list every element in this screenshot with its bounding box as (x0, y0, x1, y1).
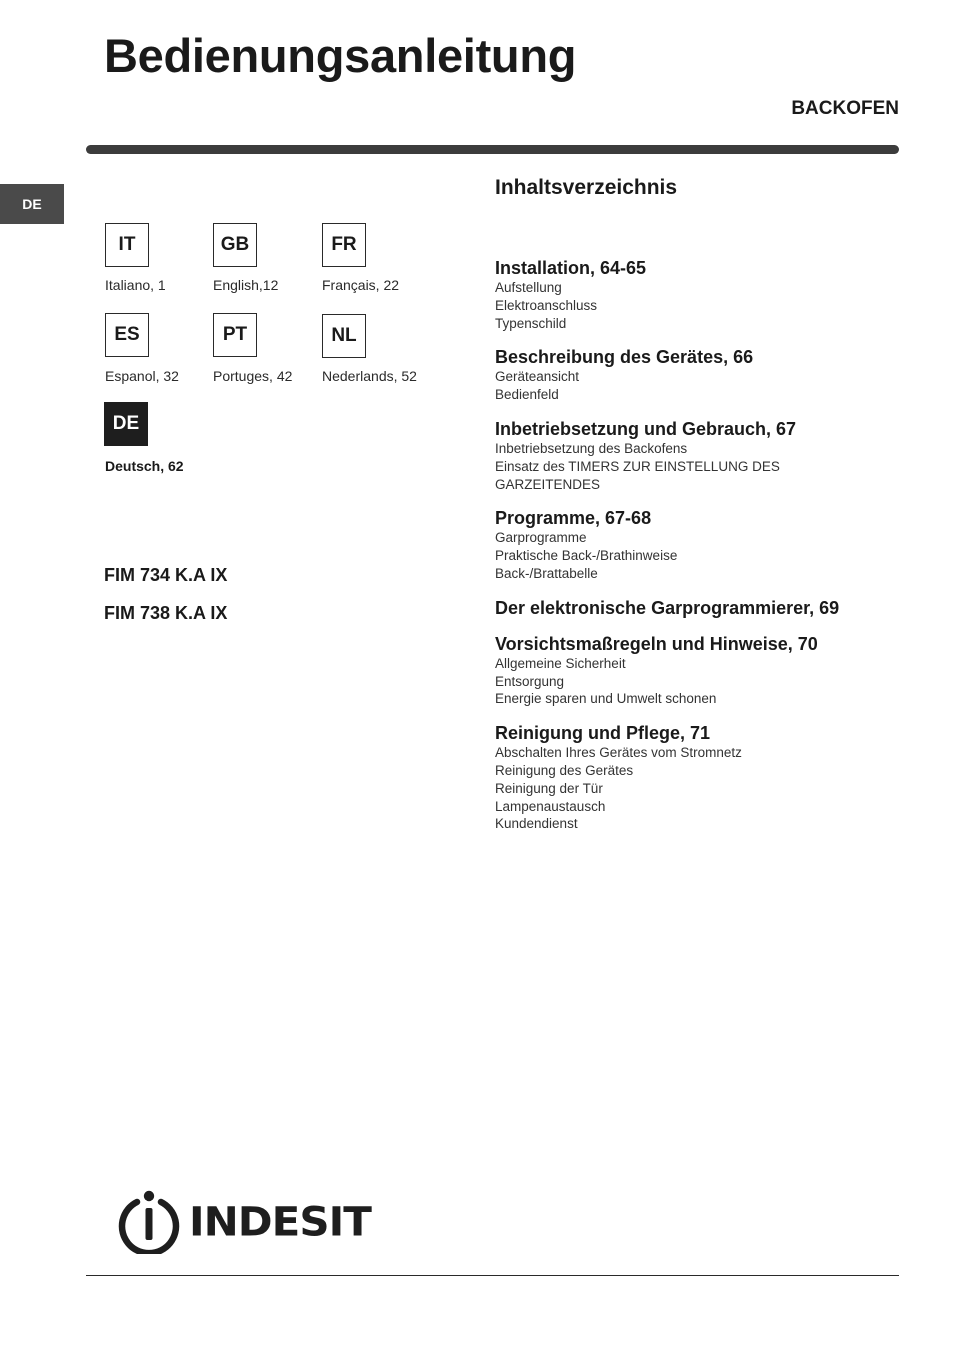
language-box-it[interactable]: IT (105, 223, 149, 267)
toc-item[interactable]: Energie sparen und Umwelt schonen (495, 691, 717, 707)
toc-section (495, 633, 915, 708)
language-box-fr[interactable]: FR (322, 223, 366, 267)
toc-heading[interactable]: Installation, 64-65 (495, 258, 647, 278)
toc-heading[interactable]: Beschreibung des Gerätes, 66 (495, 347, 754, 368)
indesit-logo (117, 1188, 371, 1254)
language-box-pt[interactable]: PT (213, 313, 257, 357)
toc-item[interactable]: Back-/Brattabelle (495, 565, 598, 581)
model-number: FIM 738 K.A IX (104, 603, 228, 623)
toc-section (495, 722, 915, 833)
language-box-gb[interactable]: GB (213, 223, 257, 267)
indesit-i-logo-icon (117, 1188, 181, 1254)
toc-heading[interactable]: Vorsichtsmaßregeln und Hinweise, 70 (495, 633, 818, 654)
language-box-nl[interactable]: NL (322, 314, 366, 358)
language-box-es[interactable]: ES (105, 313, 149, 357)
toc-section (495, 597, 915, 619)
language-label-nl: Nederlands, 52 (322, 368, 417, 384)
toc-item[interactable]: Reinigung des Gerätes (495, 762, 634, 778)
toc-item[interactable]: Inbetriebsetzung des Backofens (495, 440, 688, 456)
toc-item[interactable]: Allgemeine Sicherheit (495, 655, 626, 671)
toc-item[interactable]: Typenschild (495, 315, 567, 331)
product-type: BACKOFEN (791, 98, 899, 119)
language-label-es: Espanol, 32 (105, 368, 179, 384)
language-label-pt: Portuges, 42 (213, 368, 293, 384)
toc-item[interactable]: Garprogramme (495, 530, 587, 546)
toc-item[interactable]: Abschalten Ihres Gerätes vom Stromnetz (495, 745, 742, 761)
header-divider (86, 145, 899, 154)
toc-item[interactable]: Entsorgung (495, 673, 565, 689)
toc-section (495, 418, 915, 493)
model-number: FIM 734 K.A IX (104, 565, 228, 585)
table-of-contents (495, 257, 915, 847)
toc-item[interactable]: Elektroanschluss (495, 297, 598, 313)
toc-section (495, 346, 915, 404)
toc-item[interactable]: Bedienfeld (495, 387, 559, 403)
language-box-de[interactable]: DE (104, 402, 148, 446)
toc-item[interactable]: Einsatz des TIMERS ZUR EINSTELLUNG DES (495, 458, 780, 474)
toc-item[interactable]: Praktische Back-/Brathinweise (495, 548, 678, 564)
toc-heading[interactable]: Programme, 67-68 (495, 508, 652, 529)
toc-item[interactable]: GARZEITENDES (495, 476, 601, 492)
language-label-it: Italiano, 1 (105, 277, 166, 293)
document-title: Bedienungsanleitung (104, 29, 577, 82)
toc-section (495, 507, 915, 582)
toc-section (495, 257, 915, 332)
toc-heading[interactable]: Der elektronische Garprogrammierer, 69 (495, 597, 840, 618)
toc-item[interactable]: Lampenaustausch (495, 798, 606, 814)
toc-heading[interactable]: Inbetriebsetzung und Gebrauch, 67 (495, 418, 797, 439)
footer-divider (86, 1275, 899, 1276)
language-label-de: Deutsch, 62 (105, 458, 184, 474)
language-label-fr: Français, 22 (322, 277, 400, 293)
toc-title: Inhaltsverzeichnis (495, 176, 678, 199)
toc-item[interactable]: Reinigung der Tür (495, 780, 603, 796)
toc-heading[interactable]: Reinigung und Pflege, 71 (495, 723, 711, 744)
brand-name: INDESIT (189, 1197, 371, 1245)
language-label-gb: English,12 (213, 277, 279, 293)
toc-item[interactable]: Aufstellung (495, 280, 562, 295)
toc-item[interactable]: Geräteansicht (495, 369, 580, 385)
language-side-tab: DE (0, 184, 64, 224)
toc-item[interactable]: Kundendienst (495, 816, 578, 832)
